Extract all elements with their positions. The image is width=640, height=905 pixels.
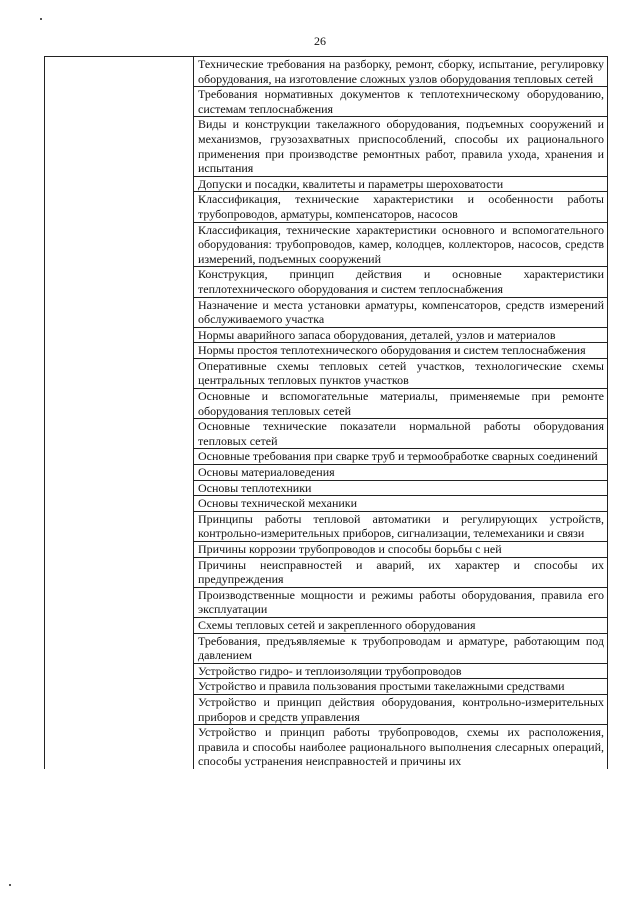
requirement-text: Производственные мощности и режимы работы оборудования, правила его эксплуатации bbox=[198, 587, 604, 617]
requirement-cell bbox=[194, 267, 608, 297]
requirement-text: Классификация, технические характеристики основного и вспомогательного оборудования: трубопроводов, камер, колодцев, коллекторов, насосов, средств измерений, подъемных сооружений bbox=[198, 222, 604, 266]
requirement-text: Устройство гидро- и теплоизоляции трубопроводов bbox=[198, 663, 462, 678]
requirement-text: Требования нормативных документов к теплотехническому оборудованию, системам теплоснабжения bbox=[198, 87, 604, 116]
requirement-cell bbox=[194, 419, 608, 449]
requirement-text: Устройство и правила пользования простыми такелажными средствами bbox=[198, 679, 565, 694]
requirement-text: Основы материаловедения bbox=[198, 465, 335, 480]
requirement-text: Основы теплотехники bbox=[198, 480, 312, 495]
table-body bbox=[45, 57, 608, 769]
requirement-cell bbox=[194, 725, 608, 769]
page-number: 26 bbox=[314, 34, 326, 48]
table-row bbox=[45, 57, 608, 87]
requirement-cell bbox=[194, 480, 608, 496]
requirement-text: Допуски и посадки, квалитеты и параметры шероховатости bbox=[198, 176, 504, 191]
requirement-text: Основные технические показатели нормальной работы оборудования тепловых сетей bbox=[198, 419, 604, 448]
requirement-cell bbox=[194, 511, 608, 541]
requirement-cell bbox=[194, 87, 608, 117]
requirement-cell bbox=[194, 176, 608, 192]
requirement-cell bbox=[194, 633, 608, 663]
scan-speck bbox=[9, 884, 11, 886]
requirement-text: Требования, предъявляемые к трубопроводам и арматуре, работающим под давлением bbox=[198, 633, 604, 663]
requirement-cell bbox=[194, 496, 608, 512]
requirement-cell bbox=[194, 465, 608, 481]
requirement-cell bbox=[194, 617, 608, 633]
requirement-text: Причины коррозии трубопроводов и способы борьбы с ней bbox=[198, 542, 502, 556]
requirement-text: Схемы тепловых сетей и закрепленного оборудования bbox=[198, 617, 476, 632]
requirement-text: Назначение и места установки арматуры, компенсаторов, средств измерений обслуживаемого участка bbox=[198, 297, 604, 327]
requirement-text: Причины неисправностей и аварий, их характер и способы их предупреждения bbox=[198, 557, 604, 587]
requirement-text: Основы технической механики bbox=[198, 496, 358, 511]
requirement-text: Основные требования при сварке труб и термообработке сварных соединений bbox=[198, 449, 598, 464]
requirement-text: Виды и конструкции такелажного оборудования, подъемных сооружений и механизмов, грузозахватных приспособлений, способы их рационального применения при производстве ремонтных работ, правила ухода, хранения и испытания bbox=[198, 117, 604, 176]
requirement-cell bbox=[194, 389, 608, 419]
requirement-cell bbox=[194, 679, 608, 695]
requirements-table bbox=[44, 56, 608, 769]
requirement-cell bbox=[194, 343, 608, 359]
requirement-text: Основные и вспомогательные материалы, применяемые при ремонте оборудования тепловых сетей bbox=[198, 389, 604, 418]
requirement-cell bbox=[194, 327, 608, 343]
requirement-text: Нормы простоя теплотехнического оборудования и систем теплоснабжения bbox=[198, 343, 586, 358]
requirement-text: Нормы аварийного запаса оборудования, деталей, узлов и материалов bbox=[198, 327, 556, 342]
requirement-cell bbox=[194, 557, 608, 587]
requirement-text: Принципы работы тепловой автоматики и регулирующих устройств, контрольно-измерительных приборов, сигнализации, телемеханики и связи bbox=[198, 511, 604, 541]
requirement-cell bbox=[194, 297, 608, 327]
requirement-text: Технические требования на разборку, ремонт, сборку, испытание, регулировку оборудования, на изготовление сложных узлов оборудования тепловых сетей bbox=[198, 57, 604, 86]
requirement-text: Устройство и принцип работы трубопроводов, схемы их расположения, правила и способы наиболее рационального выполнения слесарных операций, способы устранения неисправностей и причины их bbox=[198, 725, 604, 769]
requirement-text: Оперативные схемы тепловых сетей участков, технологические схемы центральных тепловых пунктов участков bbox=[198, 358, 604, 388]
requirement-cell bbox=[194, 694, 608, 724]
requirement-cell bbox=[194, 192, 608, 222]
requirement-text: Устройство и принцип действия оборудования, контрольно-измерительных приборов и средств управления bbox=[198, 694, 604, 724]
requirement-cell bbox=[194, 358, 608, 388]
requirement-cell bbox=[194, 542, 608, 558]
label-column-cell bbox=[45, 57, 194, 769]
scan-speck bbox=[40, 18, 42, 20]
requirement-cell bbox=[194, 117, 608, 176]
requirement-cell bbox=[194, 587, 608, 617]
requirement-cell bbox=[194, 663, 608, 679]
requirement-cell bbox=[194, 449, 608, 465]
requirement-cell bbox=[194, 57, 608, 87]
requirement-text: Классификация, технические характеристики и особенности работы трубопроводов, арматуры, компенсаторов, насосов bbox=[198, 192, 604, 221]
requirement-text: Конструкция, принцип действия и основные характеристики теплотехнического оборудования и систем теплоснабжения bbox=[198, 267, 604, 296]
requirement-cell bbox=[194, 222, 608, 267]
